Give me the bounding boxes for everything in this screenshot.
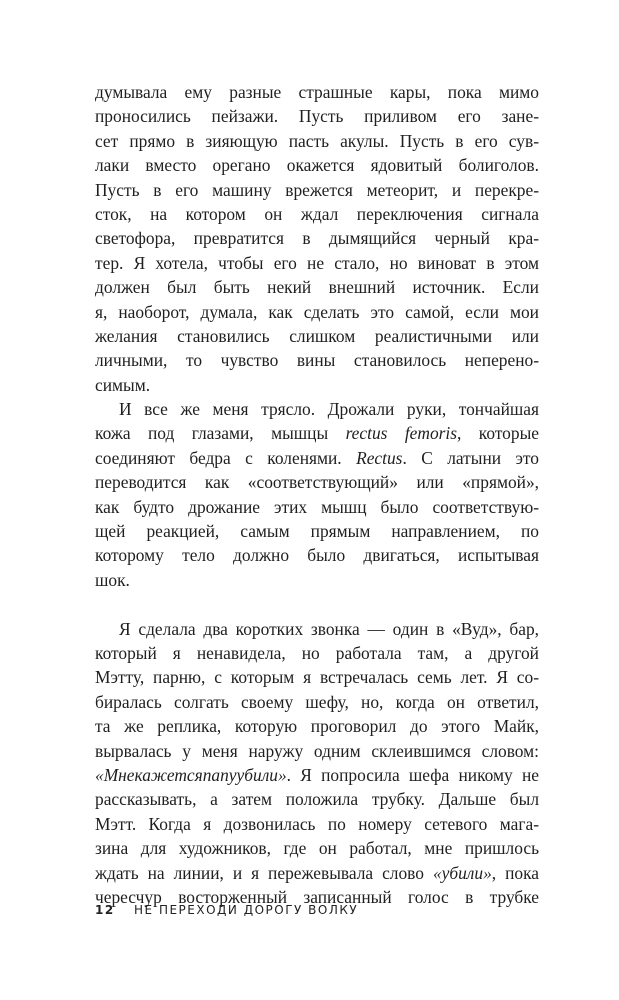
text-line: Мэтт. Когда я дозвонилась по номеру сетевого мага- — [95, 813, 539, 834]
italic-text: Rectus — [356, 447, 403, 468]
text-line: Мэтту, парню, с которым я встречалась семь лет. Я со- — [95, 667, 539, 688]
text-line: ждать на линии, и я пережевывала слово «убили», пока — [95, 862, 539, 883]
text-line: чересчур восторженный записанный голос в трубке — [95, 886, 539, 907]
text-line: рассказывать, а затем положила трубку. Дальше был — [95, 789, 539, 810]
text-line: проносились пейзажи. Пусть приливом его зане- — [95, 106, 539, 127]
italic-text: «убили» — [432, 862, 492, 883]
text-line: должен был быть некий внешний источник. Если — [95, 277, 539, 298]
text-line: как будто дрожание этих мышц было соответствую- — [95, 496, 539, 517]
paragraph — [95, 397, 539, 592]
paragraph — [95, 617, 539, 910]
text-line: я, наоборот, думала, как сделать это самой, если мои — [95, 301, 539, 322]
text-line: сток, на котором он ждал переключения сигнала — [95, 203, 539, 224]
italic-text: «Мнекажетсяпапуубили» — [95, 764, 287, 785]
text-line: тер. Я хотела, чтобы его не стало, но виноват в этом — [95, 252, 539, 273]
text-line: шок. — [95, 569, 130, 590]
text-line: Пусть в его машину врежется метеорит, и перекре- — [95, 179, 539, 200]
italic-text: rectus femoris — [345, 423, 458, 444]
text-line: сет прямо в зияющую пасть акулы. Пусть в его сув- — [95, 130, 539, 151]
text-line: думывала ему разные страшные кары, пока мимо — [95, 82, 539, 102]
text-line: желания становились слишком реалистичными или — [95, 325, 539, 346]
text-line: соединяют бедра с коленями. Rectus. С латыни это — [95, 447, 539, 468]
page-footer — [95, 903, 358, 917]
text-line: кожа под глазами, мышцы rectus femoris, которые — [95, 423, 539, 444]
text-line: который я ненавидела, но работала там, а другой — [95, 642, 539, 663]
text-line: личными, то чувство вины становилось неперено- — [95, 350, 539, 371]
text-line: переводится как «соответствующий» или «прямой», — [95, 472, 539, 493]
text-line: «Мнекажетсяпапуубили». Я попросила шефа никому не — [95, 764, 539, 785]
text-line: которому тело должно было двигаться, испытывая — [95, 545, 539, 566]
paragraph — [95, 80, 539, 397]
text-line: симым. — [95, 374, 151, 395]
text-line: Я сделала два коротких звонка — один в «Вуд», бар, — [119, 618, 539, 639]
text-line: лаки вместо орегано окажется ядовитый болиголов. — [95, 155, 539, 176]
text-line: светофора, превратится в дымящийся черный кра- — [95, 228, 539, 249]
text-line: биралась солгать своему шефу, но, когда он ответил, — [95, 691, 539, 712]
text-line: И все же меня трясло. Дрожали руки, тончайшая — [119, 399, 539, 420]
text-line: та же реплика, которую проговорил до этого Майк, — [95, 716, 539, 737]
text-line: зина для художников, где он работал, мне пришлось — [95, 838, 539, 859]
page-text — [95, 80, 539, 909]
paragraph-gap — [95, 592, 539, 616]
text-line: щей реакцией, самым прямым направлением, по — [95, 521, 539, 542]
running-title: НЕ ПЕРЕХОДИ ДОРОГУ ВОЛКУ — [134, 903, 359, 917]
text-line: вырвалась у меня наружу одним склеившимся словом: — [95, 740, 539, 761]
page-number: 12 — [95, 903, 115, 917]
